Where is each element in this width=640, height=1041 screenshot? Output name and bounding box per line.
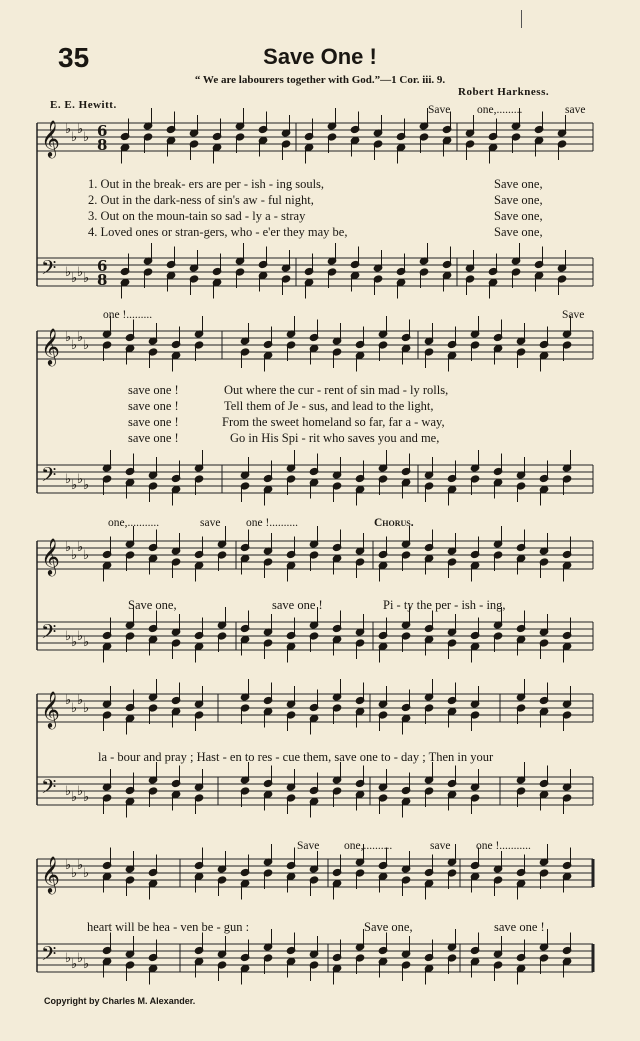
verse-1-line: 1. Out in the break- ers are per - ish - ing souls, (88, 177, 325, 191)
svg-text:♭: ♭ (77, 472, 84, 487)
svg-text:𝄢: 𝄢 (41, 620, 57, 648)
svg-text:♭: ♭ (77, 265, 84, 280)
svg-text:♭: ♭ (71, 548, 78, 563)
svg-text:♭: ♭ (83, 866, 90, 881)
svg-text:8: 8 (97, 271, 108, 289)
chorus-lyric-line-1: Pi - ty the per - ish - ing, (383, 598, 506, 612)
svg-text:6: 6 (97, 257, 108, 275)
verse-1-end: Save one, (494, 177, 543, 191)
verse-3-end: Save one, (494, 209, 543, 223)
svg-text:𝄞: 𝄞 (41, 119, 60, 157)
system5-cue-one-2: one !........... (476, 840, 531, 852)
system2-cue-save: Save (562, 309, 585, 321)
svg-text:♭: ♭ (71, 635, 78, 650)
hymn-title: Save One ! (263, 44, 377, 69)
svg-text:♭: ♭ (77, 693, 84, 708)
svg-text:♭: ♭ (71, 957, 78, 972)
svg-text:𝄢: 𝄢 (41, 463, 57, 491)
svg-text:♭: ♭ (77, 540, 84, 555)
svg-text:♭: ♭ (83, 957, 90, 972)
system2-cue-one: one !......... (103, 309, 153, 321)
svg-text:𝄢: 𝄢 (41, 942, 57, 970)
svg-text:𝄞: 𝄞 (41, 537, 60, 575)
verse-2-start: save one ! (128, 399, 179, 413)
svg-text:♭: ♭ (77, 330, 84, 345)
svg-text:♭: ♭ (71, 478, 78, 493)
svg-text:♭: ♭ (65, 472, 72, 487)
verse-1-line-2: Out where the cur - rent of sin mad - ly rolls, (224, 383, 449, 397)
svg-text:𝄞: 𝄞 (41, 855, 60, 893)
svg-text:♭: ♭ (65, 265, 72, 280)
svg-text:8: 8 (97, 136, 108, 154)
composer-credit: Robert Harkness. (458, 86, 550, 98)
svg-text:♭: ♭ (65, 693, 72, 708)
verse-4-line: 4. Loved ones or stran-gers, who - e'er they may be, (88, 225, 348, 239)
verse-3-line-2: From the sweet homeland so far, far a - way, (222, 415, 445, 429)
hymn-number: 35 (58, 42, 90, 73)
svg-text:♭: ♭ (83, 478, 90, 493)
chorus-lyric-save-one-end: save one ! (494, 920, 545, 934)
svg-text:𝄢: 𝄢 (41, 256, 57, 284)
svg-text:♭: ♭ (65, 122, 72, 137)
verse-3-line: 3. Out on the moun-tain so sad - ly a - stray (88, 209, 306, 223)
system5-cue-one: one,.......... (344, 840, 393, 852)
svg-text:♭: ♭ (77, 951, 84, 966)
author-credit: E. E. Hewitt. (50, 99, 117, 111)
svg-text:♭: ♭ (65, 858, 72, 873)
svg-text:♭: ♭ (83, 130, 90, 145)
svg-text:♭: ♭ (77, 629, 84, 644)
verse-4-line-2: Go in His Spi - rit who saves you and me, (230, 431, 440, 445)
svg-text:♭: ♭ (77, 122, 84, 137)
svg-text:♭: ♭ (71, 866, 78, 881)
system1-cue-save: Save (428, 104, 451, 116)
verse-2-line-2: Tell them of Je - sus, and lead to the light, (224, 399, 434, 413)
system3-cue-save: save (200, 517, 221, 529)
svg-text:♭: ♭ (83, 635, 90, 650)
verse-1-start: save one ! (128, 383, 179, 397)
svg-text:♭: ♭ (65, 629, 72, 644)
chorus-lyric-line-3: heart will be hea - ven be - gun : (87, 920, 250, 934)
system5-cue-save: Save (297, 840, 320, 852)
verse-3-start: save one ! (128, 415, 179, 429)
verse-4-end: Save one, (494, 225, 543, 239)
svg-text:♭: ♭ (77, 784, 84, 799)
svg-text:𝄞: 𝄞 (41, 690, 60, 728)
system3-cue-one-2: one !.......... (246, 517, 299, 529)
svg-text:♭: ♭ (65, 951, 72, 966)
system1-cue-save-2: save (565, 104, 586, 116)
svg-text:𝄞: 𝄞 (41, 327, 60, 365)
svg-text:♭: ♭ (83, 338, 90, 353)
svg-text:♭: ♭ (71, 701, 78, 716)
svg-text:♭: ♭ (65, 330, 72, 345)
svg-text:𝄢: 𝄢 (41, 775, 57, 803)
svg-text:♭: ♭ (71, 338, 78, 353)
svg-text:♭: ♭ (71, 271, 78, 286)
svg-text:6: 6 (97, 122, 108, 140)
svg-text:♭: ♭ (65, 784, 72, 799)
system3-cue-one: one,........... (108, 517, 160, 529)
svg-text:♭: ♭ (83, 701, 90, 716)
svg-text:♭: ♭ (65, 540, 72, 555)
verse-2-line: 2. Out in the dark-ness of sin's aw - ful night, (88, 193, 314, 207)
svg-text:♭: ♭ (83, 548, 90, 563)
system3-lyric-save-one: Save one, (128, 598, 177, 612)
verse-2-end: Save one, (494, 193, 543, 207)
copyright-notice: Copyright by Charles M. Alexander. (44, 996, 196, 1006)
system1-cue-one: one,......... (477, 104, 523, 116)
chorus-label: Chorus. (374, 517, 414, 529)
verse-4-start: save one ! (128, 431, 179, 445)
svg-text:♭: ♭ (77, 858, 84, 873)
svg-text:♭: ♭ (71, 790, 78, 805)
svg-text:♭: ♭ (83, 790, 90, 805)
svg-text:♭: ♭ (71, 130, 78, 145)
system3-lyric-save-one-2: save one ! (272, 598, 323, 612)
chorus-lyric-save-one: Save one, (364, 920, 413, 934)
scripture-reference: “ We are labourers together with God.”—1 Cor. iii. 9. (194, 74, 446, 86)
chorus-lyric-line-2: la - bour and pray ; Hast - en to res - cue them, save one to - day ; Then in your (98, 750, 494, 764)
system5-cue-save-2: save (430, 840, 451, 852)
svg-text:♭: ♭ (83, 271, 90, 286)
